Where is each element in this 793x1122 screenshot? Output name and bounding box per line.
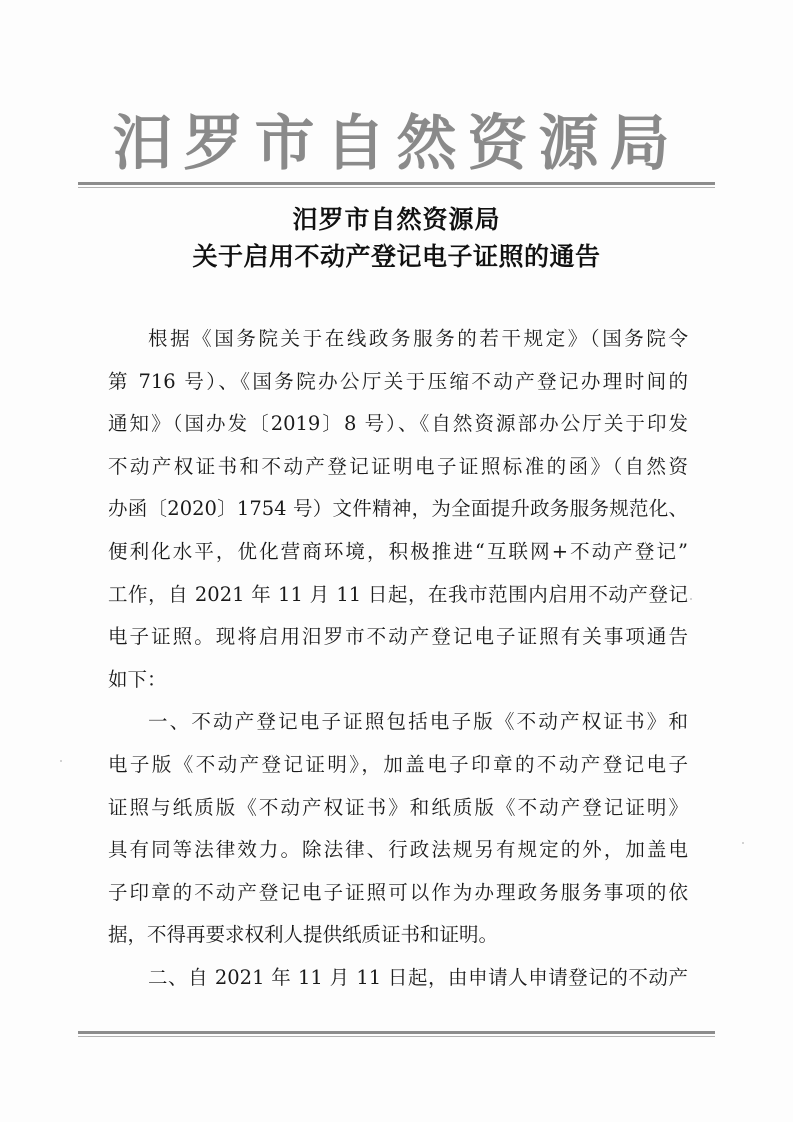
scan-speck — [60, 760, 62, 762]
notice-title-line-2: 关于启用不动产登记电子证照的通告 — [192, 242, 601, 271]
body-line: 便利化水平，优化营商环境，积极推进“互联网+不动产登记” — [108, 539, 688, 563]
footer-divider — [78, 1031, 715, 1034]
body-line: 办函〔2020〕1754 号）文件精神，为全面提升政务服务规范化、 — [108, 497, 688, 521]
body-line: 二、自 2021 年 11 月 11 日起，由申请人申请登记的不动产 — [148, 965, 688, 989]
footer-divider-thin — [78, 1036, 715, 1037]
scan-speck — [690, 598, 692, 600]
masthead-divider-thin — [78, 187, 715, 188]
body-line: 通知》（国办发〔2019〕8 号）、《自然资源部办公厅关于印发 — [108, 412, 688, 436]
body-line: 工作，自 2021 年 11 月 11 日起，在我市范围内启用不动产登记 — [108, 582, 688, 606]
body-line: 一、不动产登记电子证照包括电子版《不动产权证书》和 — [148, 710, 688, 734]
body-line: 子印章的不动产登记电子证照可以作为办理政务服务事项的依 — [108, 880, 688, 904]
body-line: 如下： — [108, 667, 167, 691]
notice-body — [108, 318, 688, 1000]
body-line: 具有同等法律效力。除法律、行政法规另有规定的外，加盖电 — [108, 838, 688, 862]
masthead-divider — [78, 182, 715, 185]
body-line: 电子证照。现将启用汨罗市不动产登记电子证照有关事项通告 — [108, 625, 688, 649]
masthead-title: 汨罗市自然资源局 — [112, 109, 681, 179]
body-line: 第 716 号）、《国务院办公厅关于压缩不动产登记办理时间的 — [108, 369, 688, 393]
body-line: 电子版《不动产登记证明》，加盖电子印章的不动产登记电子 — [108, 752, 688, 776]
body-line: 据，不得再要求权利人提供纸质证书和证明。 — [108, 923, 499, 947]
body-line: 不动产权证书和不动产登记证明电子证照标准的函》（自然资 — [108, 454, 688, 478]
scan-speck — [742, 842, 744, 844]
body-line: 根据《国务院关于在线政务服务的若干规定》（国务院令 — [148, 327, 688, 350]
body-line: 证照与纸质版《不动产权证书》和纸质版《不动产登记证明》 — [108, 795, 688, 819]
notice-title-line-1: 汨罗市自然资源局 — [292, 205, 501, 234]
